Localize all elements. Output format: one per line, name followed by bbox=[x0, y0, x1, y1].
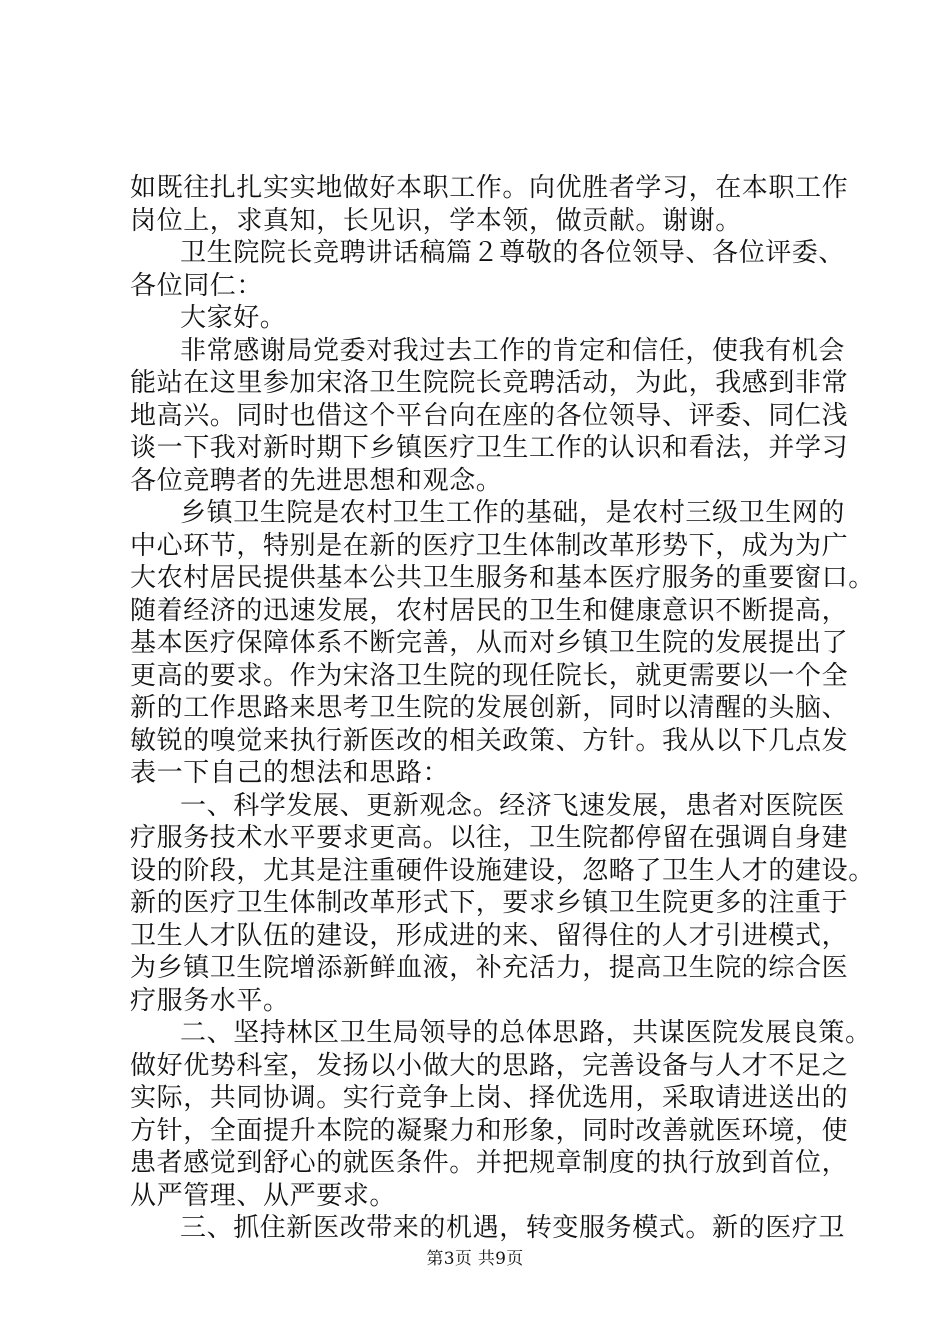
text-line: 新的工作思路来思考卫生院的发展创新，同时以清醒的头脑、 bbox=[130, 693, 849, 723]
text-line: 更高的要求。作为宋洛卫生院的现任院长，就更需要以一个全 bbox=[130, 660, 849, 691]
text-line: 表一下自己的想法和思路： bbox=[130, 758, 450, 788]
text-line: 方针，全面提升本院的凝聚力和形象，同时改善就医环境，使 bbox=[130, 1115, 849, 1146]
text-line: 中心环节，特别是在新的医疗卫生体制改革形势下，成为为广 bbox=[130, 530, 849, 561]
text-line: 卫生人才队伍的建设，形成进的来、留得住的人才引进模式， bbox=[130, 920, 849, 951]
text-line: 从严管理、从严要求。 bbox=[130, 1180, 397, 1211]
text-line: 三、抓住新医改带来的机遇，转变服务模式。新的医疗卫 bbox=[180, 1213, 846, 1243]
document-body bbox=[130, 172, 875, 1245]
text-line: 各位同仁： bbox=[130, 270, 264, 301]
page-footer: 第3页 共9页 bbox=[426, 1249, 524, 1269]
text-line: 做好优势科室，发扬以小做大的思路，完善设备与人才不足之 bbox=[130, 1050, 849, 1081]
text-line: 各位竞聘者的先进思想和观念。 bbox=[130, 465, 503, 496]
text-line: 乡镇卫生院是农村卫生工作的基础，是农村三级卫生网的 bbox=[180, 498, 846, 528]
text-line: 谈一下我对新时期下乡镇医疗卫生工作的认识和看法，并学习 bbox=[130, 433, 849, 463]
text-line: 二、坚持林区卫生局领导的总体思路，共谋医院发展良策。 bbox=[180, 1018, 872, 1048]
text-line: 一、科学发展、更新观念。经济飞速发展，患者对医院医 bbox=[180, 790, 846, 821]
text-line: 能站在这里参加宋洛卫生院院长竞聘活动，为此，我感到非常 bbox=[130, 368, 849, 398]
text-line: 敏锐的嗅觉来执行新医改的相关政策、方针。我从以下几点发 bbox=[130, 725, 849, 756]
text-line: 为乡镇卫生院增添新鲜血液，补充活力，提高卫生院的综合医 bbox=[130, 953, 849, 983]
text-line: 设的阶段，尤其是注重硬件设施建设，忽略了卫生人才的建设。 bbox=[130, 855, 875, 886]
text-line: 大家好。 bbox=[180, 303, 287, 333]
text-line: 随着经济的迅速发展，农村居民的卫生和健康意识不断提高， bbox=[130, 595, 849, 626]
text-line: 疗服务技术水平要求更高。以往，卫生院都停留在强调自身建 bbox=[130, 823, 849, 853]
text-line: 疗服务水平。 bbox=[130, 985, 290, 1016]
text-line: 基本医疗保障体系不断完善，从而对乡镇卫生院的发展提出了 bbox=[130, 628, 849, 658]
text-line: 大农村居民提供基本公共卫生服务和基本医疗服务的重要窗口。 bbox=[130, 563, 875, 593]
text-line: 地高兴。同时也借这个平台向在座的各位领导、评委、同仁浅 bbox=[130, 400, 849, 431]
text-line: 患者感觉到舒心的就医条件。并把规章制度的执行放到首位， bbox=[130, 1148, 849, 1178]
text-line: 实际，共同协调。实行竞争上岗、择优选用，采取请进送出的 bbox=[130, 1083, 849, 1113]
text-line: 岗位上，求真知，长见识，学本领，做贡献。谢谢。 bbox=[130, 205, 742, 236]
text-line: 卫生院院长竞聘讲话稿篇２尊敬的各位领导、各位评委、 bbox=[180, 238, 846, 268]
text-line: 非常感谢局党委对我过去工作的肯定和信任，使我有机会 bbox=[180, 335, 846, 366]
text-line: 新的医疗卫生体制改革形式下，要求乡镇卫生院更多的注重于 bbox=[130, 888, 849, 918]
text-line: 如既往扎扎实实地做好本职工作。向优胜者学习，在本职工作 bbox=[130, 173, 849, 203]
